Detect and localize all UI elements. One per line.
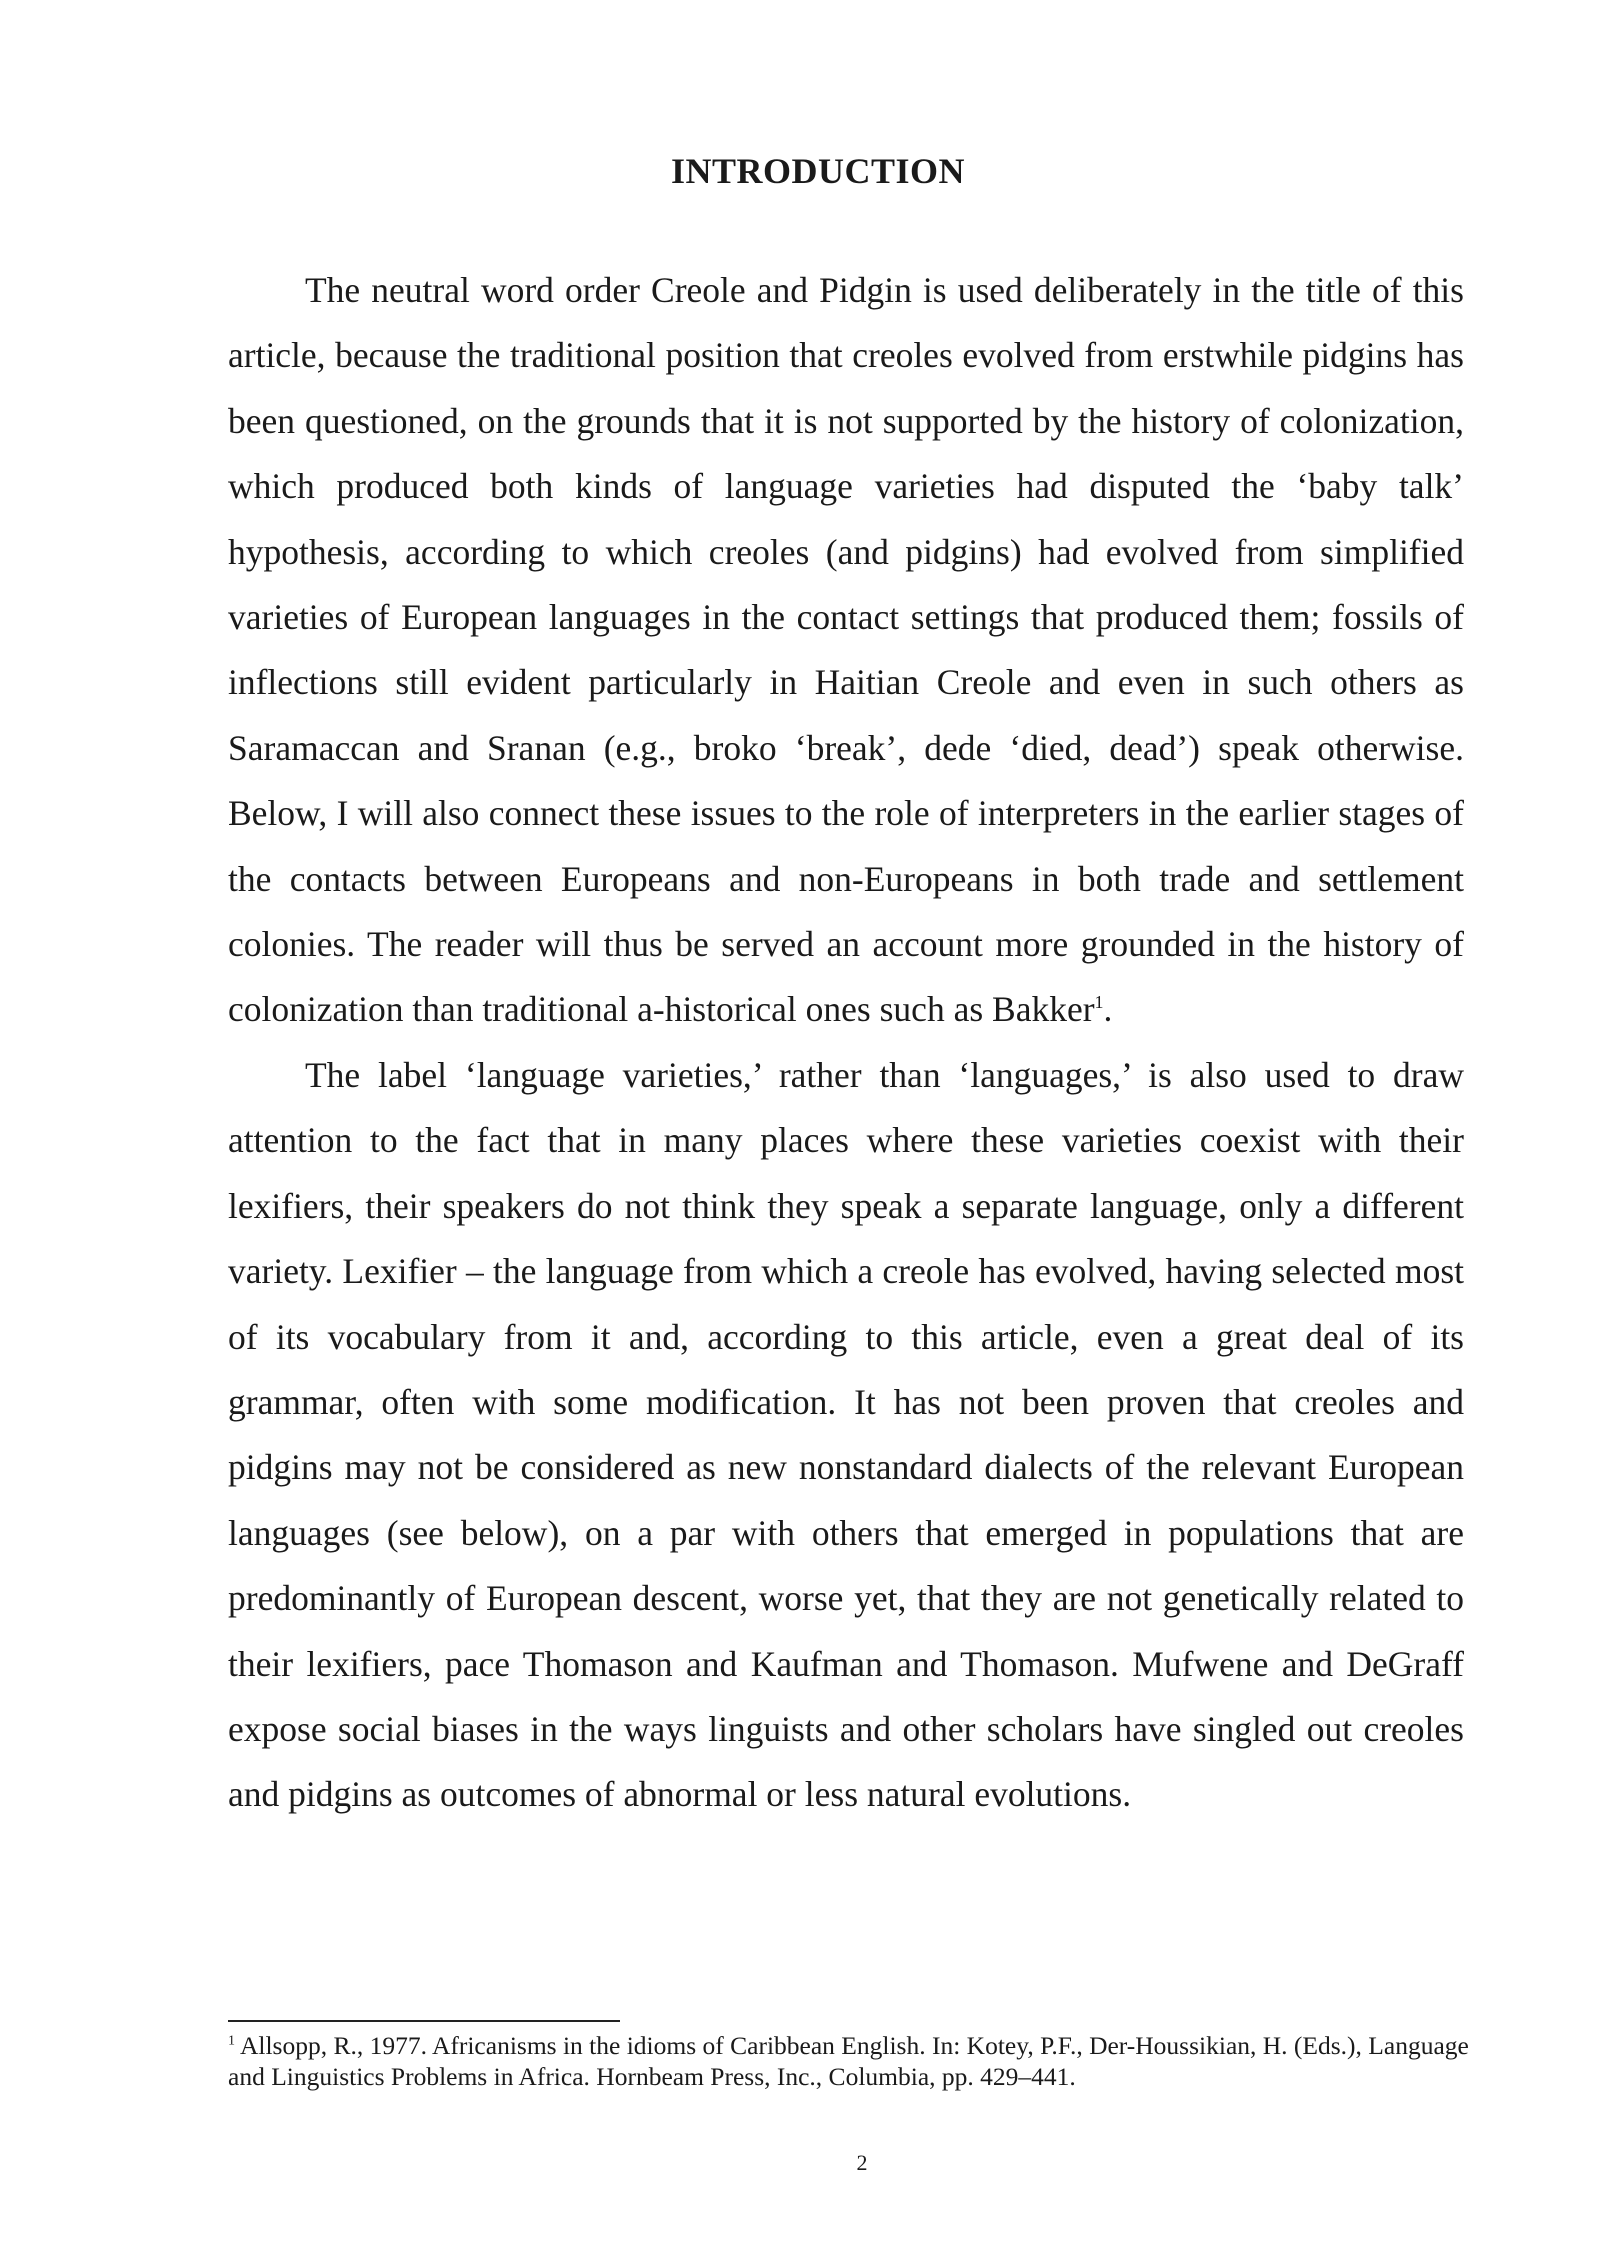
paragraph-2: The label ‘language varieties,’ rather than ‘languages,’ is also used to draw attention to the fact that in many places where these varieties coexist with their lexifiers, their speakers do not think they speak a separate language, only a different variety. Lexifier – the language from which a creole has evolved, having selected most of its vocabulary from it and, according to this article, even a great deal of its grammar, often with some modification. It has not been proven that creoles and pidgins may not be considered as new nonstandard dialects of the relevant European languages (see below), on a par with others that emerged in populations that are predominantly of European descent, worse yet, that they are not genetically related to their lexifiers, pace Thomason and Kaufman and Thomason. Mufwene and DeGraff expose social biases in the ways linguists and other scholars have singled out creoles and pidgins as outcomes of abnormal or less natural evolutions. (228, 1054, 1464, 1815)
footnote-reference[interactable]: 1 (1094, 992, 1104, 1013)
paragraph-1-end: . (1103, 989, 1113, 1030)
page-number: 2 (856, 2150, 868, 2175)
footnote-number: 1 (228, 2033, 235, 2049)
footnote-separator (228, 2020, 620, 2022)
paragraph-1 (228, 258, 1464, 1043)
section-heading: INTRODUCTION (670, 151, 966, 191)
paragraph-1-text: The neutral word order Creole and Pidgin is used deliberately in the title of this article, because the traditional position that creoles evolved from erstwhile pidgins has been questioned, on the grounds that it is not supported by the history of colonization, which produced both kinds of language varieties had disputed the ‘baby talk’ hypothesis, according to which creoles (and pidgins) had evolved from simplified varieties of European languages in the contact settings that produced them; fossils of inflections still evident particularly in Haitian Creole and even in such others as Saramaccan and Sranan (e.g., broko ‘break’, dede ‘died, dead’) speak otherwise. Below, I will also connect these issues to the role of interpreters in the earlier stages of the contacts between Europeans and non-Europeans in both trade and settlement colonies. The reader will thus be served an account more grounded in the history of colonization than traditional a-historical ones such as Bakker (228, 270, 1464, 1030)
footnote-text: Allsopp, R., 1977. Africanisms in the idioms of Caribbean English. In: Kotey, P.F., Der-Houssikian, H. (Eds.), Language and Linguistics Problems in Africa. Hornbeam Press, Inc., Columbia, pp. 429–441. (228, 2031, 1469, 2091)
body-text (228, 258, 1464, 1828)
footnote (228, 2030, 1496, 2092)
